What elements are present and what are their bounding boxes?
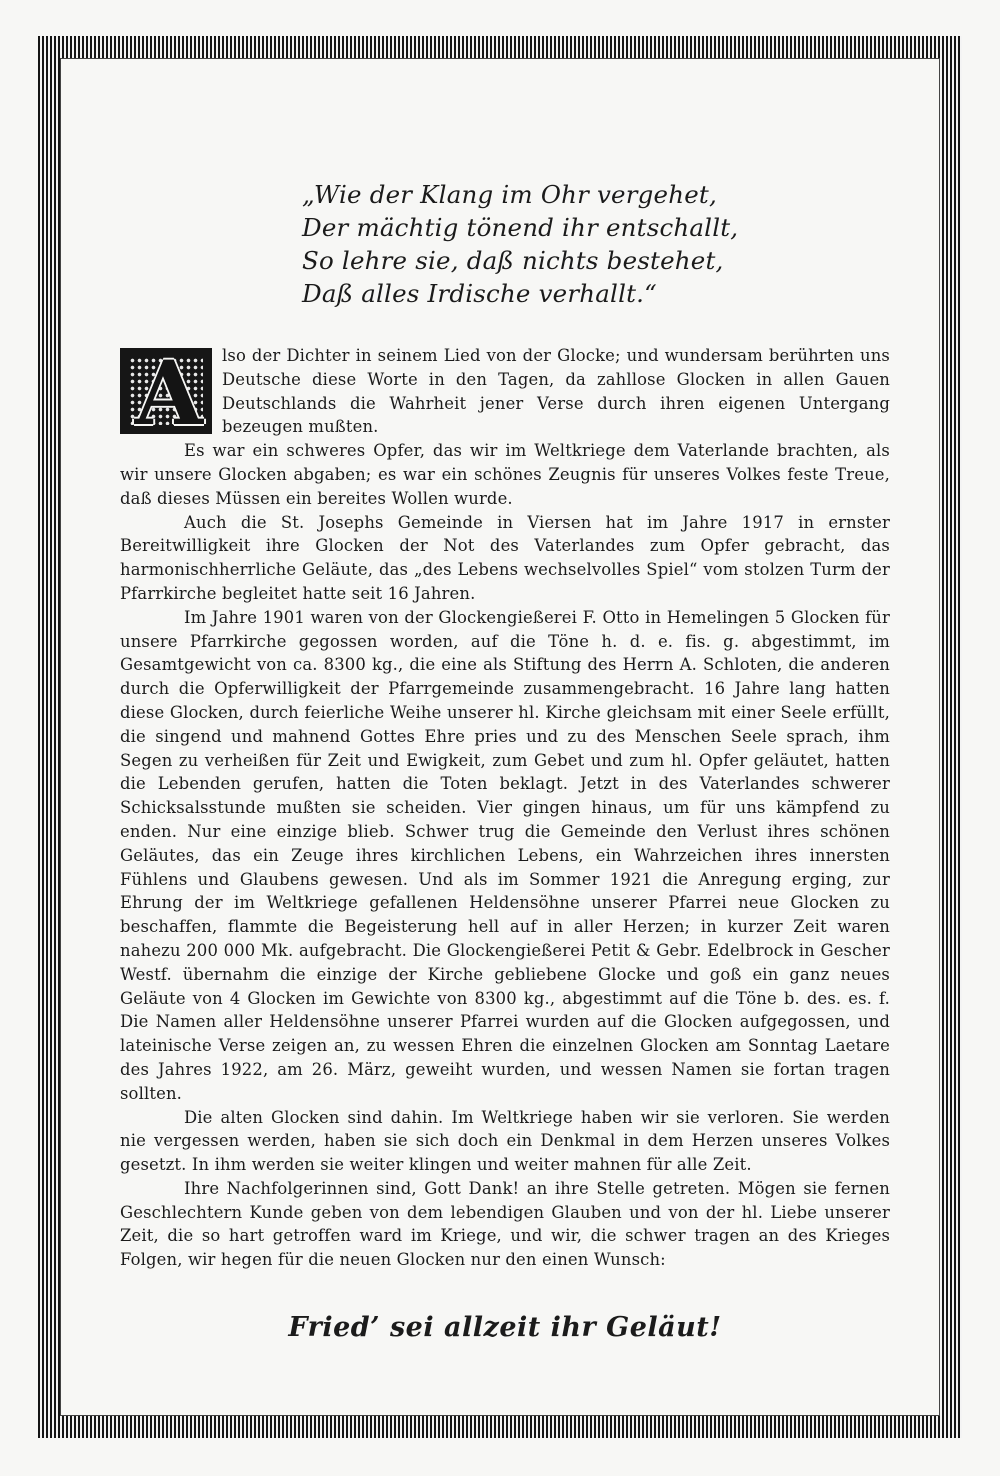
paragraph: Ihre Nachfolgerinnen sind, Gott Dank! an ihre Stelle getreten. Mögen sie fernen Geschlechtern Kunde geben von dem lebendigen Glauben und von der hl. Liebe unserer Zeit, die so hart getroffen ward im Kriege, und wir, die schwer tragen an des Krieges Folgen, wir hegen für die neuen Glocken nur den einen Wunsch:	[120, 1178, 890, 1270]
paragraph: Auch die St. Josephs Gemeinde in Viersen hat im Jahre 1917 in ernster Bereitwilligkeit ihre Glocken der Not des Vaterlandes zum Opfer gebracht, das harmonischherrliche Geläute, das „des Lebens wechselvolles Spiel“ vom stolzen Turm der Pfarrkirche begleitet hatte seit 16 Jahren.	[120, 512, 890, 603]
poem-stanza	[302, 178, 890, 310]
paragraph-text: lso der Dichter in seinem Lied von der Glocke; und wundersam berührten uns Deutsche diese Worte in den Tagen, da zahllose Glocken in allen Gauen Deutschlands die Wahrheit jener Verse durch ihren eigenen Untergang bezeugen mußten.	[222, 346, 890, 437]
page-content	[120, 178, 890, 1343]
paragraph: Im Jahre 1901 waren von der Glockengießerei F. Otto in Hemelingen 5 Glocken für unsere Pfarrkirche gegossen worden, auf die Töne h. d. e. fis. g. abgestimmt, im Gesamtgewicht von ca. 8300 kg., die eine als Stiftung des Herrn A. Schloten, die anderen durch die Opferwilligkeit der Pfarrgemeinde zusammengebracht. 16 Jahre lang hatten diese Glocken, durch feierliche Weihe unserer hl. Kirche gleichsam mit einer Seele erfüllt, die singend und mahnend Gottes Ehre pries und zu des Menschen Seele sprach, ihm Segen zu verheißen für Zeit und Ewigkeit, zum Gebet und zum hl. Opfer geläutet, hatten die Lebenden gerufen, hatten die Toten beklagt. Jetzt in des Vaterlandes schwerer Schicksalsstunde mußten sie scheiden. Vier gingen hinaus, um für uns kämpfend zu enden. Nur eine einzige blieb. Schwer trug die Gemeinde den Verlust ihres schönen Geläutes, das ein Zeuge ihres kirchlichen Lebens, ein Wahrzeichen ihres innersten Fühlens und Glaubens gewesen. Und als im Sommer 1921 die Anregung erging, zur Ehrung der im Weltkriege gefallenen Heldensöhne unserer Pfarrei neue Glocken zu beschaffen, flammte die Begeisterung hell auf in aller Herzen; in kurzer Zeit waren nahezu 200 000 Mk. aufgebracht. Die Glockengießerei Petit & Gebr. Edelbrock in Gescher Westf. übernahm die einzige der Kirche gebliebene Glocke und goß ein ganz neues Geläute von 4 Glocken im Gewichte von 8300 kg., abgestimmt auf die Töne b. des. es. f. Die Namen aller Heldensöhne unserer Pfarrei wurden auf die Glocken aufgegossen, und lateinische Verse zeigen an, zu wessen Ehren die einzelnen Glocken am Sonntag Laetare des Jahres 1922, am 26. März, geweiht wurden, und wessen Namen sie fortan tragen sollten.	[120, 607, 890, 1103]
initial-letter: A	[134, 341, 204, 445]
closing-line: Fried’ sei allzeit ihr Geläut!	[288, 1312, 722, 1344]
paragraph	[120, 341, 890, 445]
paragraph: Die alten Glocken sind dahin. Im Weltkriege haben wir sie verloren. Sie werden nie vergessen werden, haben sie sich doch ein Denkmal in dem Herzen unseres Volkes gesetzt. In ihm werden sie weiter klingen und weiter mahnen für alle Zeit.	[120, 1107, 890, 1175]
poem-line: Der mächtig tönend ihr entschallt,	[302, 213, 739, 242]
poem-line: „Wie der Klang im Ohr vergehet,	[302, 180, 717, 209]
body-text	[120, 341, 890, 1272]
poem-line: So lehre sie, daß nichts bestehet,	[302, 246, 724, 275]
paragraph: Es war ein schweres Opfer, das wir im Weltkriege dem Vaterlande brachten, als wir unsere Glocken abgaben; es war ein schönes Zeugnis für unseres Volkes feste Treue, daß dieses Müssen ein bereites Wollen wurde.	[120, 441, 890, 508]
poem-line: Daß alles Irdische verhallt.“	[302, 279, 657, 308]
ornamental-initial	[120, 341, 212, 445]
